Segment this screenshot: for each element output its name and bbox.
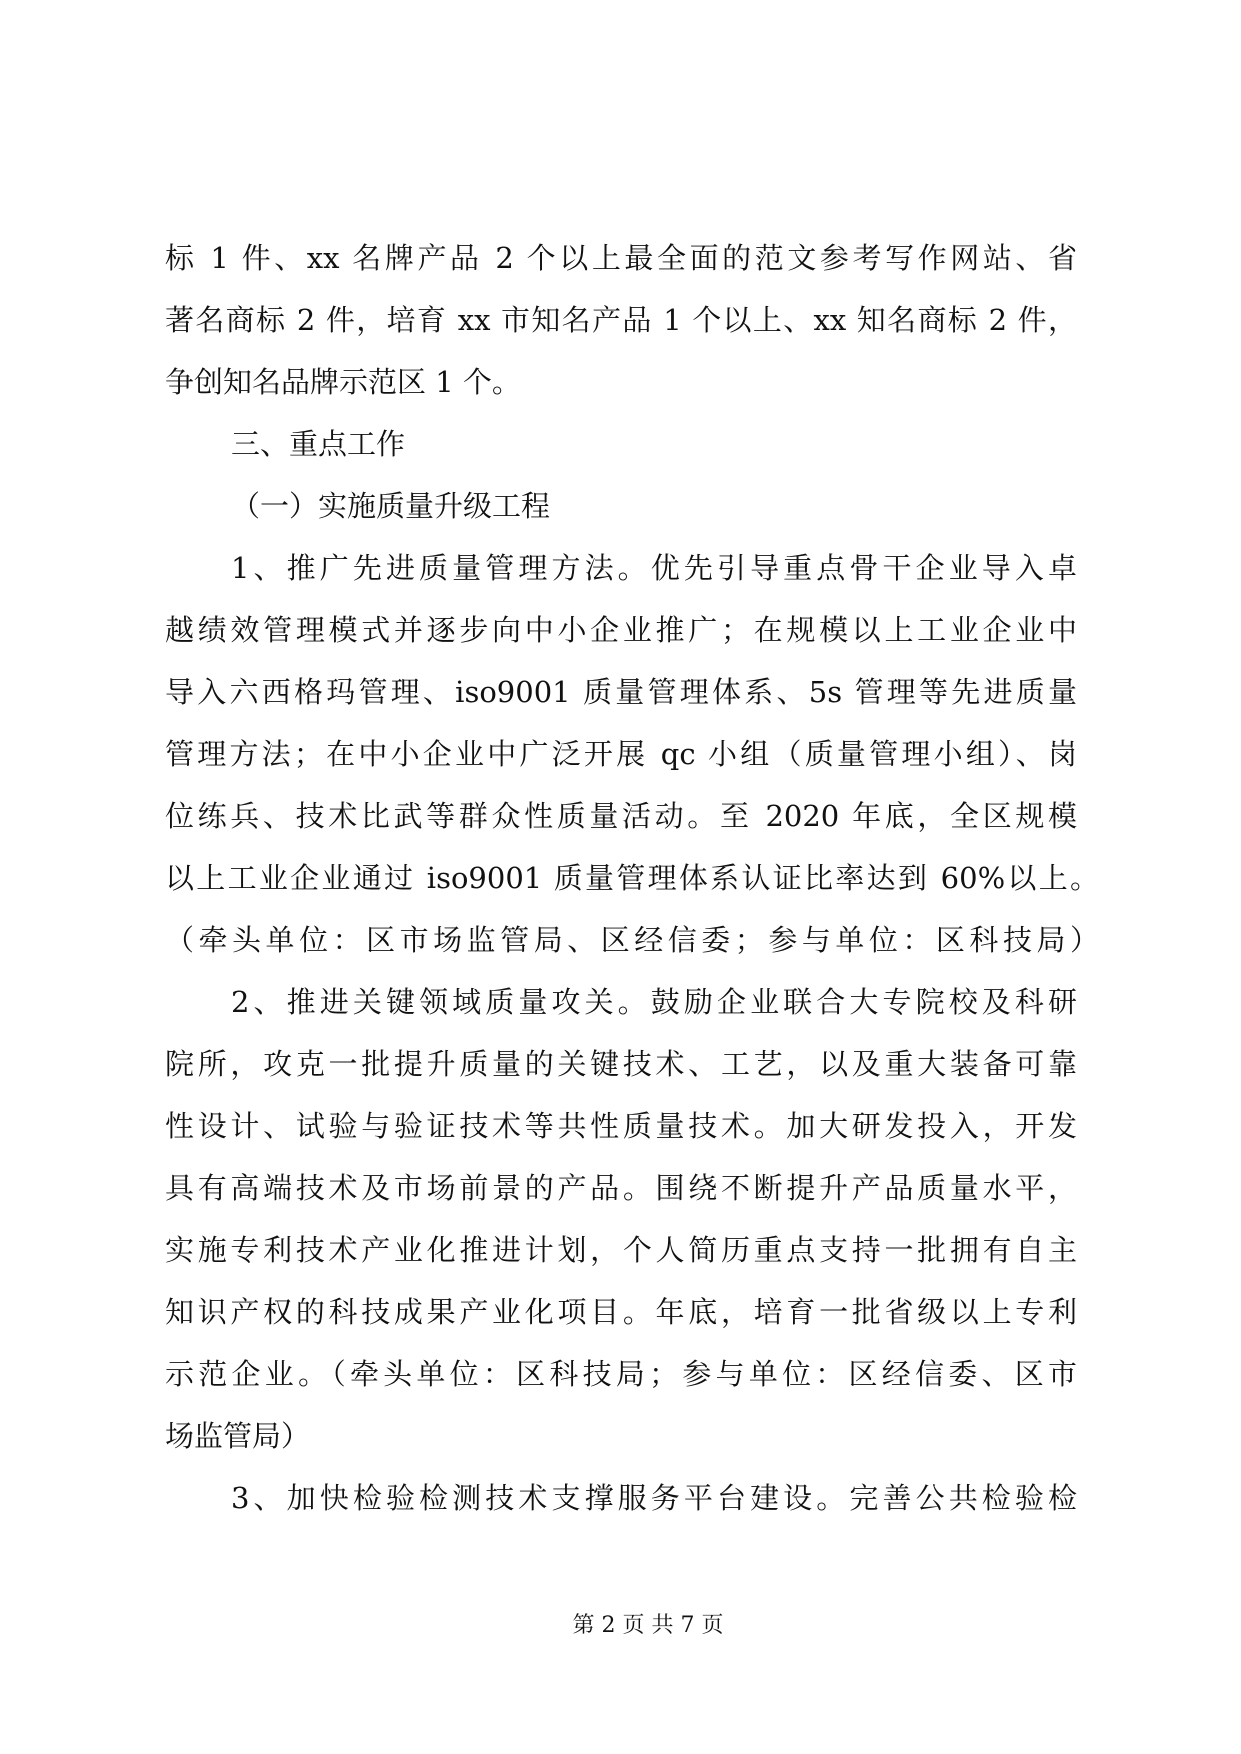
page-number-label: 第 2 页 共 7 页 (572, 1613, 724, 1638)
document-body (165, 227, 1099, 1529)
text-line: 越绩效管理模式并逐步向中小企业推广；在规模以上工业企业中 (165, 613, 1077, 647)
section-heading: 三、重点工作 (231, 427, 406, 461)
text-line: 院所，攻克一批提升质量的关键技术、工艺，以及重大装备可靠 (165, 1047, 1077, 1081)
text-line: 知识产权的科技成果产业化项目。年底，培育一批省级以上专利 (165, 1295, 1077, 1329)
text-line: 具有高端技术及市场前景的产品。围绕不断提升产品质量水平， (165, 1171, 1077, 1205)
text-line: 1、推广先进质量管理方法。优先引导重点骨干企业导入卓 (231, 551, 1077, 585)
text-line: 导入六西格玛管理、iso9001 质量管理体系、5s 管理等先进质量 (165, 675, 1077, 709)
text-line: 性设计、试验与验证技术等共性质量技术。加大研发投入，开发 (165, 1109, 1077, 1143)
text-line: 实施专利技术产业化推进计划，个人简历重点支持一批拥有自主 (165, 1233, 1077, 1267)
paragraph-item-1 (165, 537, 1099, 971)
text-line: 示范企业。（牵头单位：区科技局；参与单位：区经信委、区市 (165, 1357, 1077, 1391)
paragraph-goals-continuation (165, 227, 1077, 413)
text-line: 标 1 件、xx 名牌产品 2 个以上最全面的范文参考写作网站、省 (165, 241, 1077, 275)
section-heading-paragraph (165, 413, 1077, 475)
text-line: （牵头单位：区市场监管局、区经信委；参与单位：区科技局） (165, 923, 1099, 957)
text-line: 场监管局） (165, 1419, 311, 1453)
paragraph-item-2 (165, 971, 1077, 1467)
text-line: 位练兵、技术比武等群众性质量活动。至 2020 年底，全区规模 (165, 799, 1077, 833)
text-line: 管理方法；在中小企业中广泛开展 qc 小组（质量管理小组）、岗 (165, 737, 1077, 771)
text-line: 著名商标 2 件，培育 xx 市知名产品 1 个以上、xx 知名商标 2 件， (165, 303, 1077, 337)
page-footer (448, 1611, 848, 1641)
text-line: 2、推进关键领域质量攻关。鼓励企业联合大专院校及科研 (231, 985, 1077, 1019)
text-line: 以上工业企业通过 iso9001 质量管理体系认证比率达到 60%以上。 (165, 861, 1099, 895)
text-line: 3、加快检验检测技术支撑服务平台建设。完善公共检验检 (231, 1481, 1077, 1515)
subsection-heading-paragraph (165, 475, 1077, 537)
subsection-heading: （一）实施质量升级工程 (231, 489, 551, 523)
paragraph-item-3 (165, 1467, 1077, 1529)
text-line: 争创知名品牌示范区 1 个。 (165, 365, 521, 399)
